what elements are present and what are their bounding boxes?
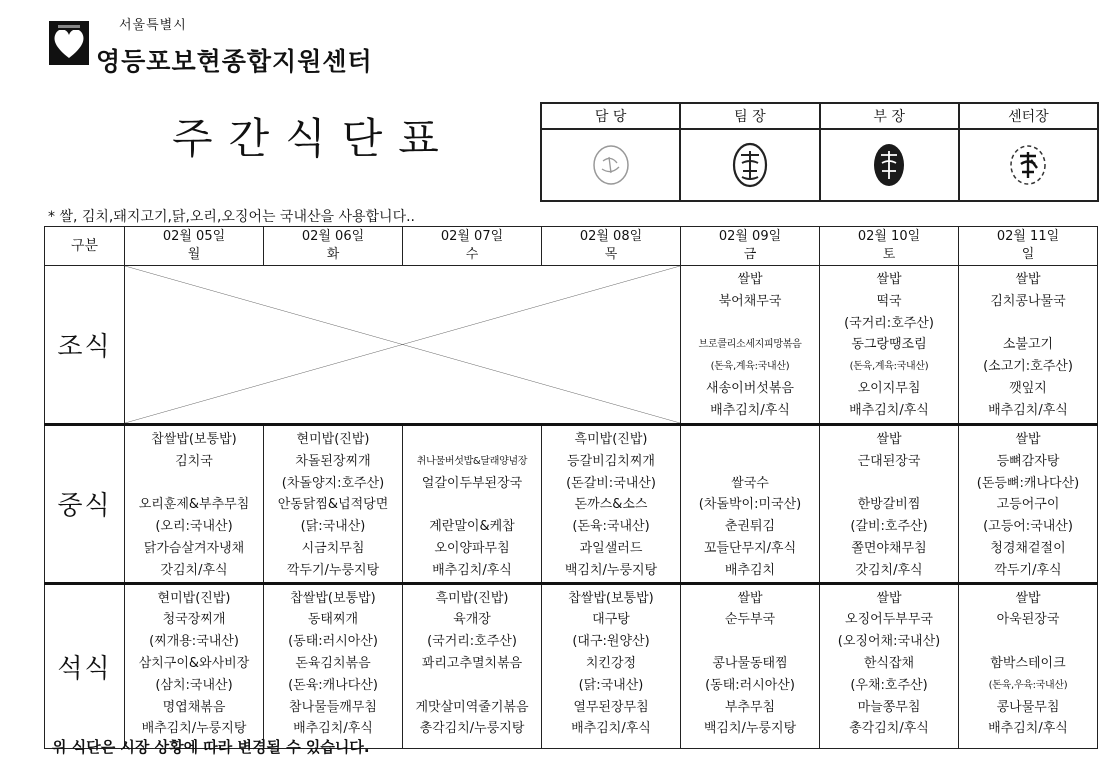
menu-item: 배추김치/후식	[432, 562, 512, 578]
menu-item: 찹쌀밥(보통밥)	[290, 590, 376, 606]
menu-item: 고등어구이	[996, 497, 1060, 513]
lunch-menu-cell	[959, 425, 1098, 584]
menu-item: 쌀밥	[876, 432, 902, 447]
dinner-menu-cell	[403, 583, 542, 748]
menu-item: 쌀밥	[876, 590, 902, 606]
menu-item: (찌개용:국내산)	[149, 634, 239, 650]
approval-role: 담 당	[541, 103, 680, 129]
menu-item: 근대된장국	[857, 453, 921, 469]
lunch-menu-cell	[403, 425, 542, 584]
org-logo-icon	[48, 20, 90, 66]
menu-change-notice: 위 식단은 시장 상황에 따라 변경될 수 있습니다.	[52, 738, 370, 756]
menu-item: 함박스테이크	[990, 655, 1066, 671]
menu-item: 치킨강정	[585, 655, 637, 671]
day-weekday: 월	[187, 247, 201, 262]
menu-item: (소고기:호주산)	[983, 359, 1073, 375]
menu-item: 총각김치/후식	[849, 721, 929, 737]
menu-item: (돈육:국내산)	[572, 519, 650, 535]
menu-item: (돈육,계육:국내산)	[849, 361, 929, 373]
menu-item: (돈육:캐나다산)	[288, 677, 378, 693]
day-date: 02월 08일	[579, 229, 643, 244]
menu-item: (돈육,계육:국내산)	[710, 361, 790, 373]
lunch-menu-cell	[681, 425, 820, 584]
day-header	[264, 227, 403, 266]
meal-label-lunch: 중식	[45, 425, 125, 584]
menu-item: 브로콜리소세지피망볶음	[698, 339, 802, 351]
menu-item: (국거리:호주산)	[427, 634, 517, 650]
menu-item: 오이지무침	[857, 380, 921, 396]
approval-role: 팀 장	[680, 103, 819, 129]
menu-item: 배추김치/누룽지탕	[141, 721, 247, 737]
day-header	[820, 227, 959, 266]
menu-item: (닭:국내산)	[300, 519, 366, 535]
day-date: 02월 05일	[162, 229, 226, 244]
menu-item: 게맛살미역줄기볶음	[415, 699, 529, 715]
menu-item: (대구:원양산)	[572, 634, 650, 650]
menu-item: 차돌된장찌개	[295, 453, 371, 469]
menu-item: (오리:국내산)	[155, 519, 233, 535]
menu-item: (닭:국내산)	[578, 677, 644, 693]
menu-item: (갈비:호주산)	[850, 519, 928, 535]
menu-item: 깻잎지	[1009, 380, 1047, 396]
menu-item: 명엽채볶음	[162, 699, 226, 715]
day-weekday: 수	[465, 247, 479, 262]
approval-box	[540, 102, 1099, 202]
breakfast-row	[45, 266, 1098, 425]
breakfast-menu-cell	[681, 266, 820, 425]
menu-item: 김치국	[175, 453, 213, 469]
approval-seal-cell	[959, 129, 1098, 201]
day-date: 02월 09일	[718, 229, 782, 244]
menu-item: 쌀밥	[737, 272, 763, 287]
day-date: 02월 06일	[301, 229, 365, 244]
menu-item: 닭가슴살겨자냉채	[143, 540, 245, 556]
meal-label-dinner: 석식	[45, 583, 125, 748]
day-header	[542, 227, 681, 266]
menu-item: 계란말이&케찹	[429, 519, 515, 535]
menu-item: 삼치구이&와사비장	[138, 655, 250, 671]
origin-notice: * 쌀, 김치,돼지고기,닭,오리,오징어는 국내산을 사용합니다..	[48, 209, 416, 225]
day-weekday: 일	[1021, 247, 1035, 262]
seal-stamp-icon	[730, 141, 770, 189]
menu-item: 배추김치/후식	[571, 721, 651, 737]
day-weekday: 목	[604, 247, 618, 262]
table-header-row	[45, 227, 1098, 266]
menu-item: 쌀밥	[1015, 590, 1041, 606]
menu-item: 꽈리고추멸치볶음	[421, 655, 523, 671]
menu-item: 배추김치/후식	[849, 402, 929, 418]
menu-item: (고등어:국내산)	[983, 519, 1073, 535]
seal-stamp-icon	[1007, 142, 1049, 188]
menu-item: 흑미밥(진밥)	[574, 432, 648, 447]
no-service-cross-icon	[125, 266, 680, 423]
approval-seal-cell	[820, 129, 959, 201]
dinner-menu-cell	[959, 583, 1098, 748]
page-title: 주간식단표	[172, 114, 455, 163]
menu-item: 소불고기	[1002, 337, 1054, 353]
lunch-menu-cell	[542, 425, 681, 584]
menu-item: 오이양파무침	[434, 540, 510, 556]
menu-item: 부추무침	[724, 699, 776, 715]
menu-item: 배추김치/후식	[988, 402, 1068, 418]
menu-item: 배추김치/후식	[710, 402, 790, 418]
day-header	[125, 227, 264, 266]
menu-item: 떡국	[876, 293, 902, 309]
dinner-menu-cell	[264, 583, 403, 748]
menu-item: 취나물버섯밥&달래양념장	[416, 455, 528, 467]
menu-item: 등뼈감자탕	[996, 453, 1060, 469]
menu-item: 깍두기/누룽지탕	[286, 562, 380, 578]
menu-item: 오징어두부무국	[845, 612, 933, 628]
menu-item: 쌀밥	[1015, 272, 1041, 287]
menu-item: 쌀밥	[737, 590, 763, 606]
menu-item: 참나물들깨무침	[289, 699, 377, 715]
menu-item: 쌀밥	[876, 272, 902, 287]
menu-item: 동그랑땡조림	[851, 337, 927, 353]
weekly-menu-table	[44, 226, 1098, 749]
approval-seal-cell	[680, 129, 819, 201]
menu-item: 깍두기/후식	[994, 562, 1062, 578]
menu-item: 북어채무국	[718, 293, 782, 309]
menu-item: 배추김치/후식	[988, 721, 1068, 737]
menu-item: 배추김치/후식	[293, 721, 373, 737]
day-header	[681, 227, 820, 266]
menu-item: 총각김치/누룽지탕	[419, 721, 525, 737]
day-weekday: 금	[743, 247, 757, 262]
menu-item: 한식잡채	[863, 655, 915, 671]
menu-item: 갓김치/후식	[855, 562, 923, 578]
breakfast-no-service	[125, 266, 681, 425]
menu-item: 순두부국	[724, 612, 776, 628]
menu-item: 오리훈제&부추무침	[138, 497, 250, 513]
menu-item: 육개장	[453, 612, 491, 628]
approval-role: 센터장	[959, 103, 1098, 129]
menu-item: (우채:호주산)	[850, 677, 928, 693]
menu-item: 김치콩나물국	[990, 293, 1066, 309]
menu-item: 동태찌개	[307, 612, 359, 628]
menu-item: 찹쌀밥(보통밥)	[568, 590, 654, 606]
menu-item: (동태:러시아산)	[288, 634, 378, 650]
menu-item: 꼬들단무지/후식	[703, 540, 797, 556]
header-category: 구분	[45, 227, 125, 266]
menu-item: 마늘쫑무침	[857, 699, 921, 715]
seal-stamp-icon	[870, 141, 908, 189]
lunch-menu-cell	[820, 425, 959, 584]
menu-item: 백김치/누룽지탕	[703, 721, 797, 737]
approval-seal-cell	[541, 129, 680, 201]
menu-item: 백김치/누룽지탕	[564, 562, 658, 578]
menu-item: 한방갈비찜	[857, 497, 921, 513]
menu-item: 춘권튀김	[724, 519, 776, 535]
menu-item: (돈육,우육:국내산)	[988, 679, 1068, 691]
menu-item: 콩나물무침	[996, 699, 1060, 715]
menu-item: 갓김치/후식	[160, 562, 228, 578]
dinner-row	[45, 583, 1098, 748]
menu-item: (차돌박이:미국산)	[698, 497, 802, 513]
menu-item: (삼치:국내산)	[155, 677, 233, 693]
lunch-menu-cell	[264, 425, 403, 584]
menu-item: 현미밥(진밥)	[296, 432, 370, 447]
lunch-row	[45, 425, 1098, 584]
dinner-menu-cell	[125, 583, 264, 748]
day-date: 02월 07일	[440, 229, 504, 244]
menu-item: 과일샐러드	[579, 540, 643, 556]
menu-item: 배추김치	[724, 562, 776, 578]
menu-item: 쌀국수	[731, 475, 769, 491]
menu-item: 돈육김치볶음	[295, 655, 371, 671]
org-name: 영등포보현종합지원센터	[96, 47, 373, 76]
menu-item: (돈등뼈:캐나다산)	[976, 475, 1080, 491]
menu-item: 흑미밥(진밥)	[435, 590, 509, 606]
menu-item: 안동닭찜&넙적당면	[277, 497, 389, 513]
menu-item: 콩나물동태찜	[712, 655, 788, 671]
menu-item: (국거리:호주산)	[844, 315, 934, 331]
menu-item: (돈갈비:국내산)	[566, 475, 656, 491]
day-weekday: 화	[326, 247, 340, 262]
menu-item: 청국장찌개	[162, 612, 226, 628]
menu-item: 쌀밥	[1015, 432, 1041, 447]
menu-item: (오징어채:국내산)	[837, 634, 941, 650]
breakfast-menu-cell	[820, 266, 959, 425]
day-date: 02월 10일	[857, 229, 921, 244]
day-weekday: 토	[882, 247, 896, 262]
breakfast-menu-cell	[959, 266, 1098, 425]
menu-item: 청경채겉절이	[990, 540, 1066, 556]
menu-item: (차돌양지:호주산)	[281, 475, 385, 491]
menu-item: 대구탕	[592, 612, 630, 628]
lunch-menu-cell	[125, 425, 264, 584]
dinner-menu-cell	[542, 583, 681, 748]
day-date: 02월 11일	[996, 229, 1060, 244]
menu-item: 새송이버섯볶음	[706, 380, 794, 396]
meal-label-breakfast: 조식	[45, 266, 125, 425]
menu-item: 돈까스&소스	[574, 497, 648, 513]
dinner-menu-cell	[820, 583, 959, 748]
menu-item: 시금치무침	[301, 540, 365, 556]
menu-item: (동태:러시아산)	[705, 677, 795, 693]
dinner-menu-cell	[681, 583, 820, 748]
approval-role: 부 장	[820, 103, 959, 129]
menu-item: 쫄면야채무침	[851, 540, 927, 556]
org-region: 서울특별시	[119, 18, 187, 33]
menu-item: 찹쌀밥(보통밥)	[151, 432, 237, 447]
day-header	[959, 227, 1098, 266]
day-header	[403, 227, 542, 266]
menu-item: 등갈비김치찌개	[567, 453, 655, 469]
menu-item: 아욱된장국	[996, 612, 1060, 628]
menu-item: 열무된장무침	[573, 699, 649, 715]
menu-item: 얼갈이두부된장국	[421, 475, 523, 491]
menu-item: 현미밥(진밥)	[157, 590, 231, 606]
seal-stamp-icon	[591, 143, 631, 187]
